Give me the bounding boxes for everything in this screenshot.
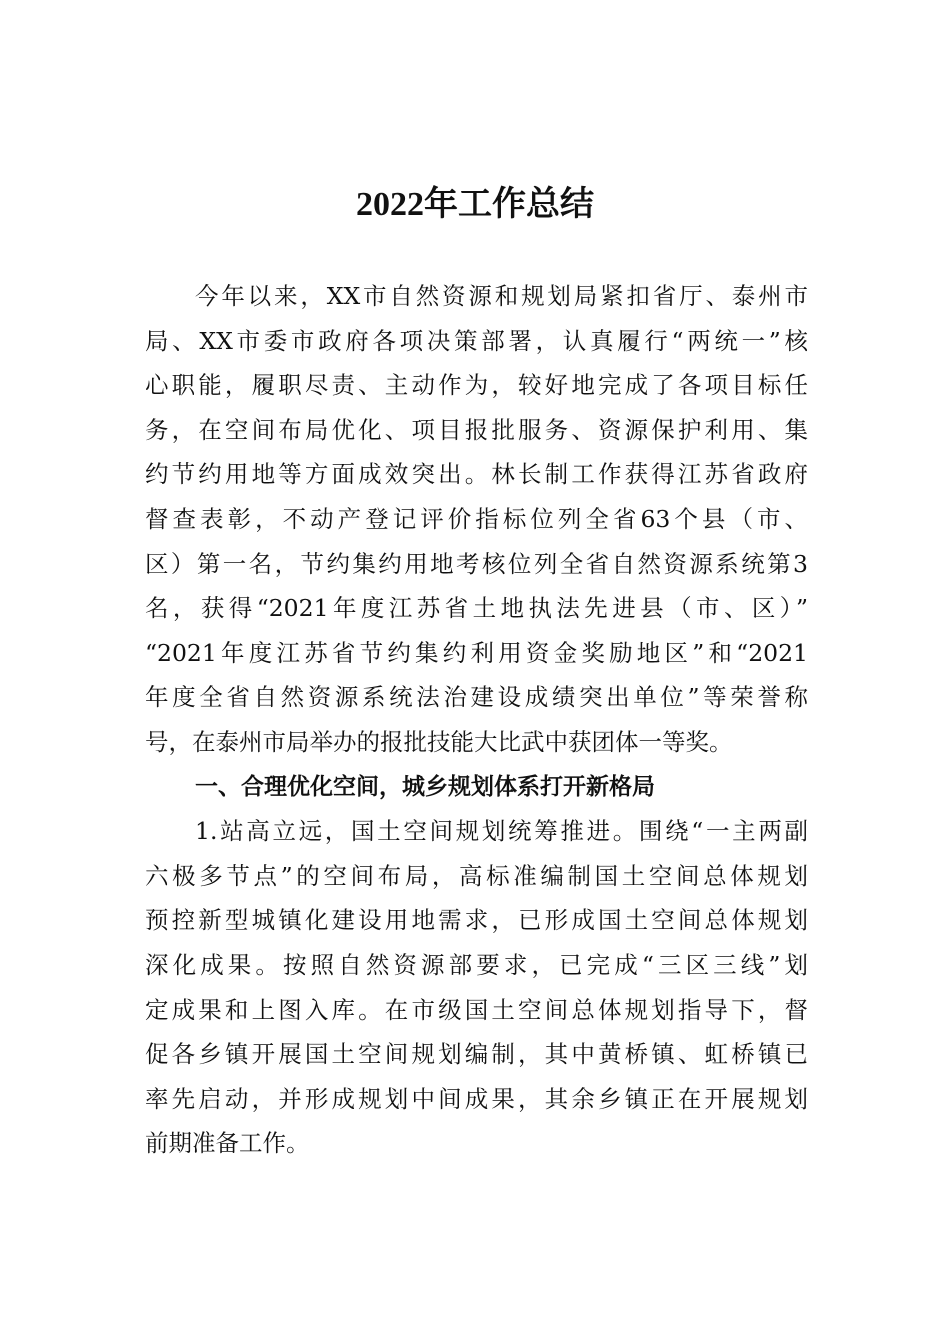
paragraph-line: 区）第一名，节约集约用地考核位列全省自然资源系统第3 <box>145 549 808 578</box>
paragraph-line: 六极多节点”的空间布局，高标准编制国土空间总体规划 <box>145 861 808 890</box>
paragraph-line: “2021年度江苏省节约集约利用资金奖励地区”和“2021 <box>145 638 808 667</box>
paragraph <box>145 809 808 1166</box>
paragraph-line: 号，在泰州市局举办的报批技能大比武中获团体一等奖。 <box>145 727 733 756</box>
paragraph-line: 约节约用地等方面成效突出。林长制工作获得江苏省政府 <box>145 460 808 489</box>
paragraph-line: 定成果和上图入库。在市级国土空间总体规划指导下，督 <box>145 995 808 1024</box>
paragraph-line: 1.站高立远，国土空间规划统筹推进。围绕“一主两副 <box>195 817 808 846</box>
paragraph-line: 深化成果。按照自然资源部要求，已完成“三区三线”划 <box>145 950 808 979</box>
paragraph-line: 务，在空间布局优化、项目报批服务、资源保护利用、集 <box>145 415 808 444</box>
paragraph-line: 督查表彰，不动产登记评价指标位列全省63个县（市、 <box>145 504 808 533</box>
document-title: 2022年工作总结 <box>356 186 594 223</box>
paragraph <box>145 274 808 765</box>
paragraph-line: 前期准备工作。 <box>145 1129 310 1158</box>
paragraph-line: 心职能，履职尽责、主动作为，较好地完成了各项目标任 <box>145 371 808 400</box>
paragraph-line: 率先启动，并形成规划中间成果，其余乡镇正在开展规划 <box>145 1084 808 1113</box>
paragraph-line: 年度全省自然资源系统法治建设成绩突出单位”等荣誉称 <box>145 683 808 712</box>
paragraph-line: 名，获得“2021年度江苏省土地执法先进县（市、区）” <box>145 594 808 623</box>
paragraph-line: 今年以来，XX市自然资源和规划局紧扣省厅、泰州市 <box>195 282 808 310</box>
document-body <box>145 274 808 1166</box>
paragraph-line: 促各乡镇开展国土空间规划编制，其中黄桥镇、虹桥镇已 <box>145 1040 808 1069</box>
paragraph-line: 局、XX市委市政府各项决策部署，认真履行“两统一”核 <box>145 326 808 355</box>
section-heading <box>145 765 808 810</box>
heading-text: 一、合理优化空间，城乡规划体系打开新格局 <box>195 773 655 800</box>
paragraph-line: 预控新型城镇化建设用地需求，已形成国土空间总体规划 <box>145 906 808 935</box>
